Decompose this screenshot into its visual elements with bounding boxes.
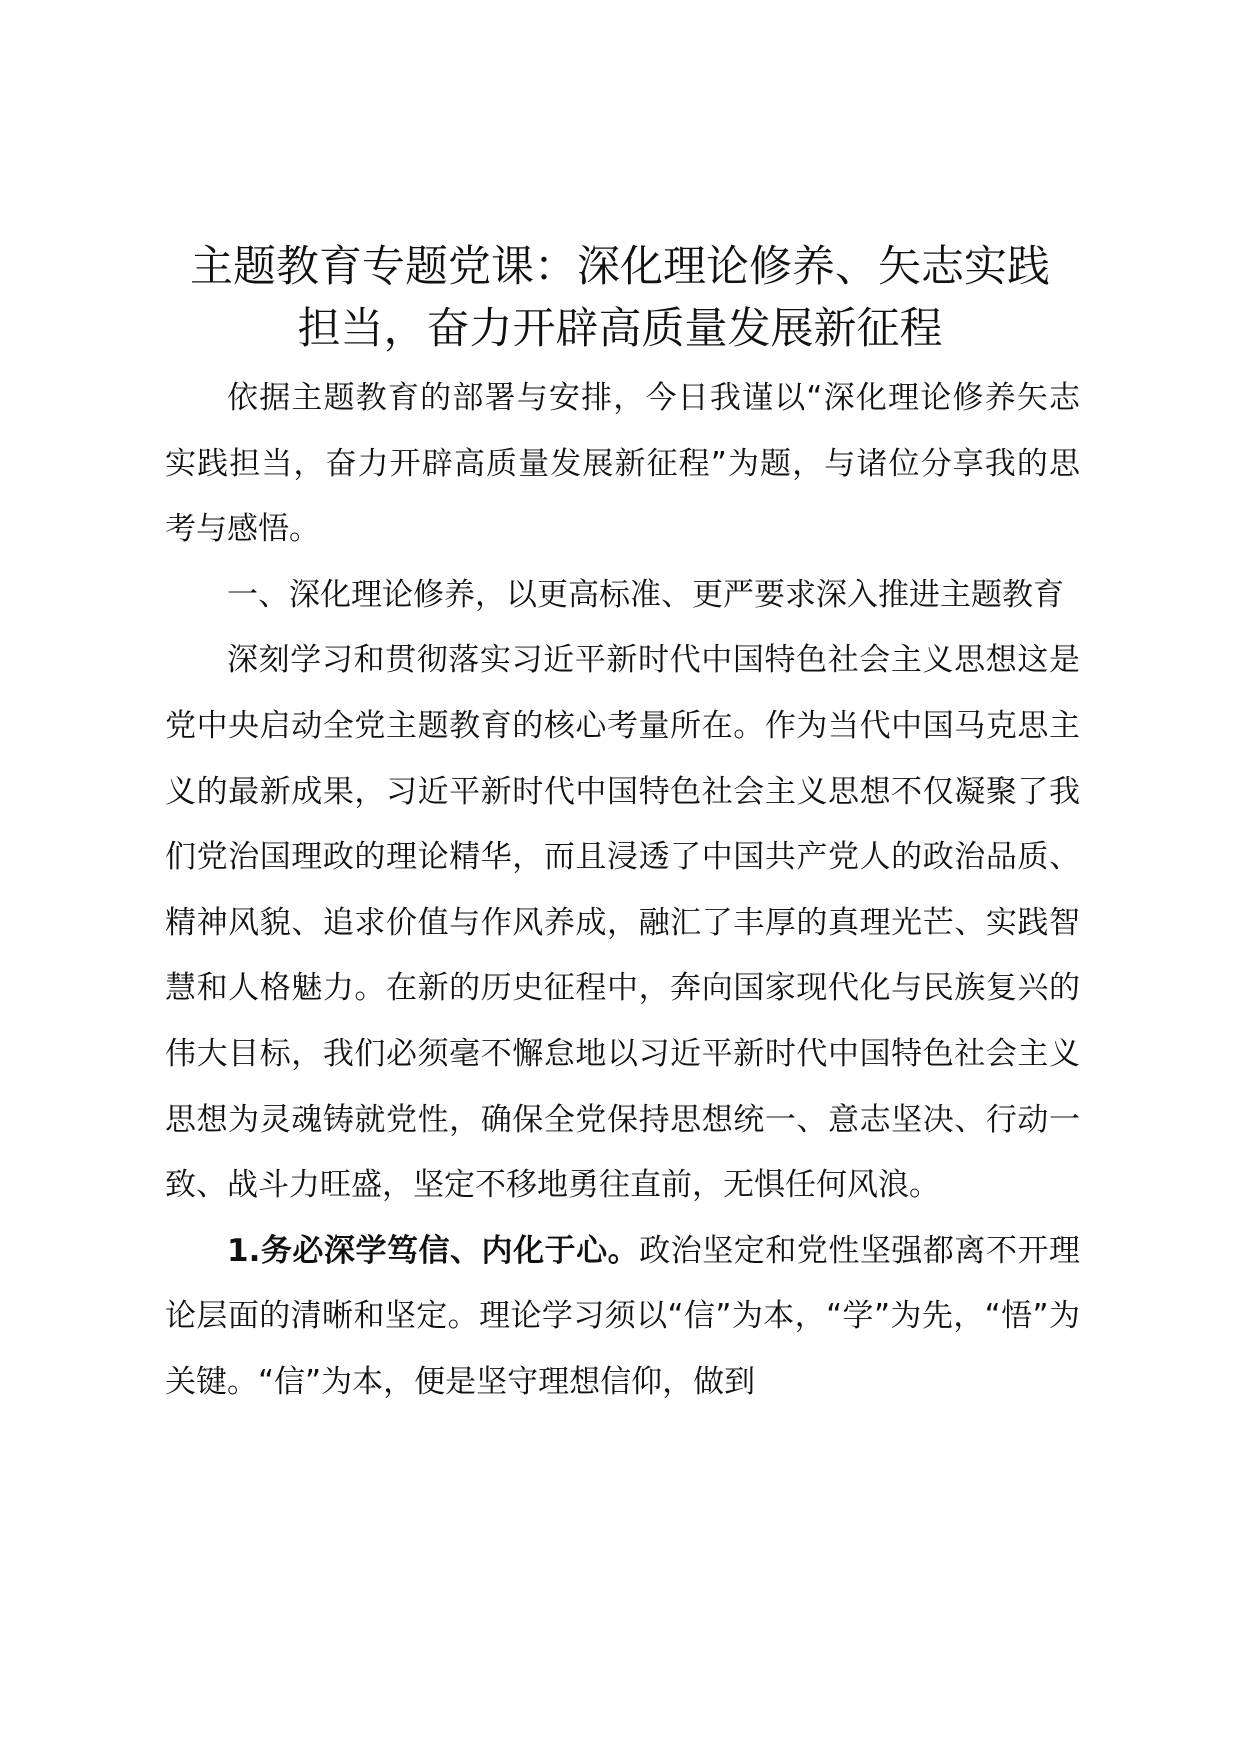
section-heading [165,563,1080,629]
intro-paragraph-text: 依据主题教育的部署与安排，今日我谨以“深化理论修养矢志实践担当，奋力开辟高质量发展新征程”为题，与诸位分享我的思考与感悟。 [165,380,1080,548]
subsection-paragraph-text: 政治坚定和党性坚强都离不开理论层面的清晰和坚定。理论学习须以“信”为本，“学”为先，“悟”为关键。“信”为本，便是坚守理想信仰，做到 [165,1232,1080,1400]
body-paragraph [165,628,1080,1218]
subsection-paragraph [165,1219,1080,1416]
subsection-heading: 1.务必深学笃信、内化于心。 [227,1232,640,1269]
document-title: 主题教育专题党课：深化理论修养、矢志实践 担当，奋力开辟高质量发展新征程 [190,242,1050,354]
document-body [165,366,1080,1416]
intro-paragraph [165,366,1080,563]
section-heading-text: 一、深化理论修养，以更高标准、更严要求深入推进主题教育 [227,576,1064,613]
body-paragraph-text: 深刻学习和贯彻落实习近平新时代中国特色社会主义思想这是党中央启动全党主题教育的核心考量所在。作为当代中国马克思主义的最新成果，习近平新时代中国特色社会主义思想不仅凝聚了我们党治国理政的理论精华，而且浸透了中国共产党人的政治品质、精神风貌、追求价值与作风养成，融汇了丰厚的真理光芒、实践智慧和人格魅力。在新的历史征程中，奔向国家现代化与民族复兴的伟大目标，我们必须毫不懈怠地以习近平新时代中国特色社会主义思想为灵魂铸就党性，确保全党保持思想统一、意志坚决、行动一致、战斗力旺盛，坚定不移地勇往直前，无惧任何风浪。 [165,642,1080,1204]
